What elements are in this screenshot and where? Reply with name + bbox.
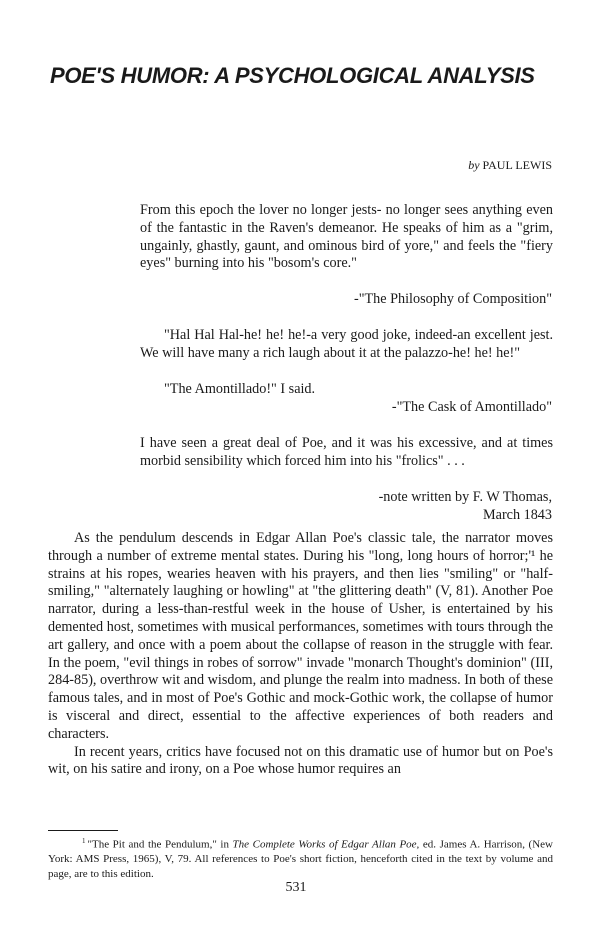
- footnote-book-title: The Complete Works of Edgar Allan Poe,: [232, 838, 420, 851]
- epigraph-1-source: -"The Philosophy of Composition": [354, 291, 552, 307]
- epigraph-1-text: From this epoch the lover no longer jests- no longer sees anything even of the fantastic in the Raven's demeanor. He speaks of him as a "grim, ungainly, ghastly, gaunt, and ominous bird of yore," and feels the "fiery eyes" burning into his "bosom's core.": [140, 202, 553, 272]
- footnote-rule: [48, 830, 118, 831]
- epigraph-2-text: "Hal Hal Hal-he! he! he!-a very good joke, indeed-an excellent jest. We will have many a rich laugh about it at the palazzo-he! he! he!": [140, 327, 553, 361]
- epigraph-3-source: -note written by F. W Thomas,: [378, 489, 552, 505]
- byline-by: by: [468, 158, 480, 172]
- page-number: 531: [285, 880, 307, 895]
- epigraph-3-date: March 1843: [483, 507, 552, 523]
- footnote-mark: 1: [82, 837, 86, 845]
- epigraph-2-line: "The Amontillado!" I said.: [164, 381, 316, 397]
- paragraph-2: In recent years, critics have focused not on this dramatic use of humor but on Poe's wit, on his satire and irony, on a Poe whose humor requires an: [48, 743, 553, 778]
- author-name: PAUL LEWIS: [482, 158, 552, 172]
- epigraph-3-text: I have seen a great deal of Poe, and it was his excessive, and at times morbid sensibility which forced him into his "frolics" . . .: [140, 435, 553, 469]
- article-title: POE'S HUMOR: A PSYCHOLOGICAL ANALYSIS: [50, 63, 535, 88]
- epigraph-2-source: -"The Cask of Amontillado": [391, 399, 552, 415]
- byline: [468, 158, 552, 173]
- footnote-text-b: ed. James A. Harrison, (New York: AMS Press, 1965), V, 79. All references to Poe's short fiction, henceforth cited in the text by volume and page, are to this edition.: [48, 838, 553, 880]
- paragraph-1: As the pendulum descends in Edgar Allan Poe's classic tale, the narrator moves through a number of extreme mental states. During his "long, long hours of horror;'¹ he strains at his ropes, wearies heaven with his prayers, and then lies "smiling" or "half-smiling," "alternately laughing or howling" at "the glittering death" (V, 81). Another Poe narrator, during a less-than-restful week in the house of Usher, is entertained by his demented host, sometimes with musical performances, sometimes with tours through the art gallery, and once with a poem about the collapse of reason in the struggle with fear. In the poem, "evil things in robes of sorrow" invade "monarch Thought's dominion" (III, 284-85), overthrow wit and wisdom, and plunge the realm into madness. In both of these famous tales, and in most of Poe's Gothic and mock-Gothic work, the collapse of humor is visceral and direct, essential to the affective experiences of both readers and characters.: [48, 530, 553, 742]
- footnote: [48, 834, 553, 881]
- article-body: [48, 530, 553, 779]
- footnote-text-a: "The Pit and the Pendulum," in: [87, 838, 233, 851]
